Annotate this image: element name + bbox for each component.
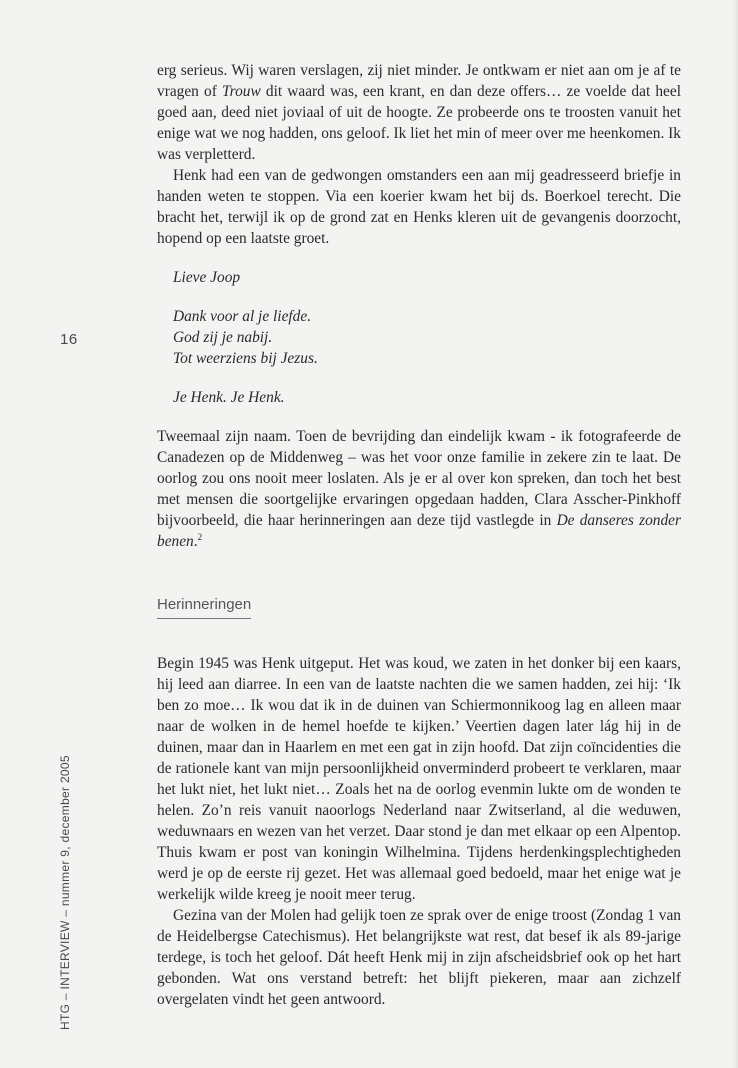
newspaper-title: Trouw [221, 83, 261, 100]
letter-signature: Je Henk. Je Henk. [173, 389, 285, 406]
book-title: De danseres zonder benen [157, 512, 681, 550]
footnote-marker[interactable]: 2 [197, 531, 203, 542]
paragraph-1-text-a: erg serieus. Wij waren verslagen, zij niet minder. Je ontkwam er niet aan om je af te vragen of [157, 62, 681, 100]
paragraph-2: Henk had een van de gedwongen omstanders een aan mij geadresseerd briefje in handen weten te stoppen. Via een koerier kwam het bij ds. Boerkoel terecht. Die bracht het, terwijl ik op de grond zat en Henks kleren uit de gevangenis doorzocht, hopend op een laatste groet. [157, 167, 681, 247]
letter-salutation: Lieve Joop [173, 269, 241, 286]
page-number: 16 [60, 331, 78, 348]
paragraph-1-text-b: dit waard was, een krant, en dan deze offers… ze voelde dat heel goed aan, deed niet joviaal of uit de hoogte. Ze probeerde ons te troosten vanuit het enige wat we nog hadden, ons geloof. Ik liet het min of meer over me heenkomen. Ik was verpletterd. [157, 83, 682, 163]
paragraph-1 [157, 60, 681, 165]
letter-quote [173, 267, 681, 408]
paragraph-3 [157, 426, 681, 552]
paragraph-3-text-b: . [193, 533, 198, 550]
letter-line-3: Tot weerziens bij Jezus. [173, 350, 318, 367]
section-heading: Herinneringen [157, 594, 251, 619]
paragraph-5: Gezina van der Molen had gelijk toen ze sprak over de enige troost (Zondag 1 van de Heidelbergse Catechismus). Het belangrijkste wat rest, dat besef ik als 89-jarige terdege, is toch het geloof. Dát heeft Henk mij in zijn afscheidsbrief ook op het hart gebonden. Wat ons verstand betreft: het blijft piekeren, maar aan zichzelf overgelaten vindt het geen antwoord. [157, 907, 681, 1008]
page-edge-shadow [732, 0, 738, 1068]
letter-line-2: God zij je nabij. [173, 329, 273, 346]
body-text [157, 60, 681, 1010]
section-heading-wrap [157, 574, 681, 637]
paragraph-4: Begin 1945 was Henk uitgeput. Het was koud, we zaten in het donker bij een kaars, hij leed aan diarree. In een van de laatste nachten die we samen hadden, zei hij: ‘Ik ben zo moe… Ik wou dat ik in de duinen van Schiermonnikoog lag en alleen maar naar de wolken in de hemel hoefde te kijken.’ Veertien dagen later lág hij in de duinen, maar dan in Haarlem en met een gat in zijn hoofd. Dat zijn coïncidenties die de rationele kant van mijn persoonlijkheid onverminderd probeert te verklaren, maar het lukt niet, het lukt niet… Zoals het na de oorlog evenmin lukte om de wonden te helen. Zo’n reis vanuit naoorlogs Nederland naar Zwitserland, al die weduwen, weduwnaars en wezen van het verzet. Daar stond je dan met elkaar op een Alpentop. Thuis kwam er post van koningin Wilhelmina. Tijdens herdenkingsplechtigheden werd je op de eerste rij gezet. Het was allemaal goed bedoeld, maar het enige wat je werkelijk wilde kreeg je nooit meer terug. [157, 655, 681, 903]
paragraph-3-text-a: Tweemaal zijn naam. Toen de bevrijding dan eindelijk kwam - ik fotografeerde de Canadezen op de Middenweg – was het voor onze familie in zekere zin te laat. De oorlog zou ons nooit meer loslaten. Als je er al over kon spreken, dan toch het best met mensen die soortgelijke ervaringen opgedaan hadden, Clara Asscher-Pinkhoff bijvoorbeeld, die haar herinneringen aan deze tijd vastlegde in [157, 428, 681, 529]
running-head: HTG – INTERVIEW – nummer 9, december 2005 [58, 755, 72, 1030]
letter-line-1: Dank voor al je liefde. [173, 308, 312, 325]
